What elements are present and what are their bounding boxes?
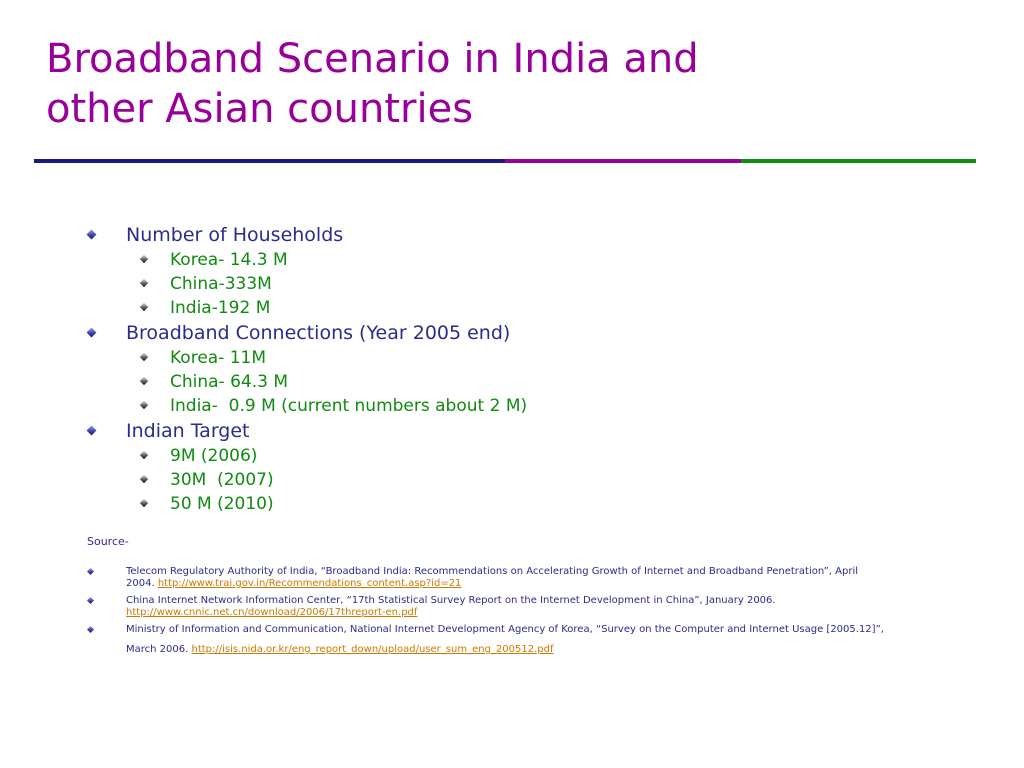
bullet-heading: Broadband Connections (Year 2005 end) [126,322,511,344]
sub-bullet [86,346,986,370]
reference-text-cont: March 2006. [126,644,189,655]
divider-segment-purple [505,159,741,163]
divider-segment-green [741,159,976,163]
reference-item [86,566,946,590]
reference-text: Ministry of Information and Communication, National Internet Development Agency of Korea, “Survey on the Computer and Internet Usage [2005.12]”, [126,624,884,635]
bullet-heading: Indian Target [126,420,250,442]
sub-bullet-text: 50 M (2010) [170,494,274,514]
slide-title [46,34,946,134]
sub-bullet-diamond-icon [140,303,148,311]
sub-bullet-text: India-192 M [170,298,271,318]
references-list [86,566,946,661]
reference-link[interactable]: http://www.trai.gov.in/Recommendations_content.asp?id=21 [157,578,462,589]
reference-line-2 [126,644,946,656]
bullet-households [86,222,986,248]
reference-bullet-icon [87,626,94,633]
divider-segment-blue [34,159,505,163]
sub-bullet-diamond-icon [140,255,148,263]
title-line-2: other Asian countries [46,86,474,132]
sub-bullet-text: India- 0.9 M (current numbers about 2 M) [170,396,528,416]
sub-bullet [86,248,986,272]
sub-bullet-diamond-icon [140,451,148,459]
bullet-list [86,222,986,516]
reference-bullet-icon [87,597,94,604]
sub-bullet-text: China-333M [170,274,272,294]
sub-bullet [86,296,986,320]
bullet-diamond-icon [87,426,97,436]
reference-text-cont: 2004. [126,578,155,589]
sub-bullet-text: Korea- 11M [170,348,267,368]
reference-line-2 [126,607,946,619]
reference-link[interactable]: http://www.cnnic.net.cn/download/2006/17threport-en.pdf [126,607,418,618]
title-line-1: Broadband Scenario in India and [46,36,699,82]
sub-bullet-text: 9M (2006) [170,446,258,466]
reference-text: Telecom Regulatory Authority of India, “Broadband India: Recommendations on Accelerating Growth of Internet and Broadband Penetration”, April [126,566,859,577]
sub-bullet [86,492,986,516]
reference-text: China Internet Network Information Center, “17th Statistical Survey Report on the Internet Development in China”, January 2006. [126,595,776,606]
sub-bullet-diamond-icon [140,475,148,483]
sub-bullet-diamond-icon [140,279,148,287]
sub-bullet-diamond-icon [140,353,148,361]
sub-bullet-diamond-icon [140,499,148,507]
bullet-diamond-icon [87,230,97,240]
sub-bullet-text: 30M (2007) [170,470,274,490]
reference-item [86,595,946,619]
bullet-heading: Number of Households [126,224,344,246]
bullet-diamond-icon [87,328,97,338]
sub-bullet [86,272,986,296]
sub-bullet [86,370,986,394]
title-divider [34,159,976,163]
sub-bullet-diamond-icon [140,401,148,409]
reference-item [86,624,946,656]
source-label: Source- [87,535,129,548]
reference-line-2 [126,578,946,590]
reference-link[interactable]: http://isis.nida.or.kr/eng_report_down/upload/user_sum_eng_200512.pdf [191,644,554,655]
sub-bullet-text: Korea- 14.3 M [170,250,288,270]
sub-bullet [86,394,986,418]
sub-bullet-text: China- 64.3 M [170,372,289,392]
sub-bullet [86,444,986,468]
sub-bullet [86,468,986,492]
sub-bullet-diamond-icon [140,377,148,385]
reference-bullet-icon [87,568,94,575]
bullet-broadband-connections [86,320,986,346]
bullet-indian-target [86,418,986,444]
